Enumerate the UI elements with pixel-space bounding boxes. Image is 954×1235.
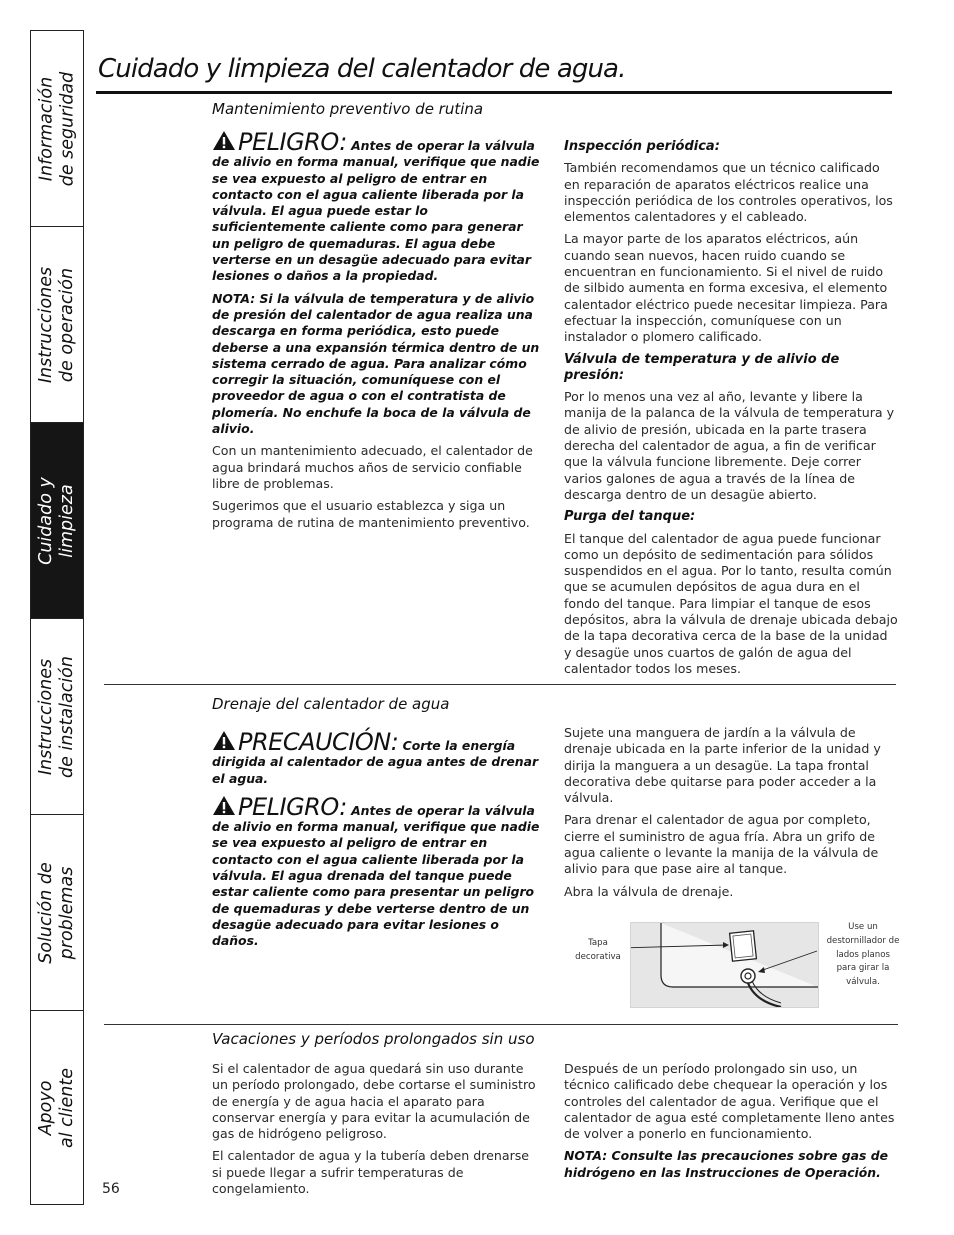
warning-triangle-icon (212, 730, 236, 751)
section-heading-vacaciones: Vacaciones y períodos prolongados sin uso (212, 1030, 535, 1048)
section1-left-column (212, 130, 544, 537)
section-divider (104, 684, 896, 685)
section1-right-column (564, 139, 898, 683)
side-navigation (30, 30, 84, 1205)
page-title: Cuidado y limpieza del calentador de agua. (98, 54, 626, 84)
water-heater-illustration (631, 923, 818, 1007)
page-number: 56 (102, 1181, 120, 1197)
caution-label: PRECAUCIÓN: (238, 728, 399, 756)
subheading-purga: Purga del tanque: (564, 509, 696, 525)
paragraph: Para drenar el calentador de agua por completo, cierre el suministro de agua fría. Abra un grifo de agua caliente o levante la manija de la válvula de alivio para que pase aire al tanque. (564, 812, 879, 877)
paragraph: Después de un período prolongado sin uso, un técnico calificado debe chequear la operación y los controles del calentador de agua. Verifique que el calentador de agua esté completamente lleno antes de volver a ponerlo en funcionamiento. (564, 1061, 895, 1142)
tab-instrucciones-de-operacion[interactable] (31, 227, 83, 423)
paragraph: Sugerimos que el usuario establezca y siga un programa de rutina de mantenimiento preventivo. (212, 498, 530, 530)
nota-text: NOTA: Consulte las precauciones sobre gas de hidrógeno en las Instrucciones de Operación. (564, 1148, 888, 1180)
nota-text: NOTA: Si la válvula de temperatura y de alivio de presión del calentador de agua realiza una descarga en forma periódica, esto puede deberse a una expansión térmica dentro de un sistema cerrado de agua. Para analizar cómo corregir la situación, comuníquese con el proveedor de agua o con el contratista de plomería. No enchufe la boca de la válvula de alivio. (212, 290, 540, 437)
paragraph: Abra la válvula de drenaje. (564, 883, 734, 899)
tab-label: de operación (57, 267, 77, 382)
tab-label: Instrucciones (36, 658, 56, 775)
tab-informacion-de-seguridad[interactable] (31, 31, 83, 227)
danger-warning (212, 130, 544, 285)
section-divider (104, 1024, 898, 1025)
danger-warning (212, 792, 544, 950)
paragraph: Si el calentador de agua quedará sin uso durante un período prolongado, debe cortarse el suministro de energía y de agua hacia el aparato para conservar energía y para evitar la acumulación de gas de hidrógeno peligroso. (212, 1061, 536, 1142)
section2-right-column (564, 725, 898, 906)
subheading-inspeccion: Inspección periódica: (564, 139, 720, 154)
section-heading-mantenimiento: Mantenimiento preventivo de rutina (212, 100, 484, 118)
paragraph: El tanque del calentador de agua puede funcionar como un depósito de sedimentación para sólidos suspendidos en el agua. Por lo tanto, resulta común que se acumulen depósitos de agua dura en el fondo del tanque. Para limpiar el tanque de esos depósitos, abra la válvula de drenaje ubicada debajo de la tapa decorativa cerca de la base de la unidad y desagüe unos cuartos de galón de agua del calentador todos los meses. (564, 530, 898, 676)
tab-apoyo-al-cliente[interactable] (31, 1011, 83, 1204)
danger-text: de alivio en forma manual, verifique que nadie se vea expuesto al peligro de entrar en contacto con el agua caliente liberada por la válvula. El agua puede estar lo suficientemente caliente como para generar un peligro de quemaduras. El agua debe verterse en un desagüe adecuado para evitar lesiones o daños a la propiedad. (212, 154, 540, 284)
tab-cuidado-y-limpieza[interactable] (31, 423, 83, 619)
section2-left-column (212, 730, 544, 956)
tab-solucion-de-problemas[interactable] (31, 815, 83, 1011)
paragraph: Con un mantenimiento adecuado, el calentador de agua brindará muchos años de servicio confiable libre de problemas. (212, 443, 533, 491)
danger-lead: Antes de operar la válvula (346, 802, 535, 818)
tab-label: Instrucciones (36, 266, 56, 383)
caution-warning (212, 730, 544, 787)
caution-lead: Corte la energía (398, 738, 516, 753)
tab-instrucciones-de-instalacion[interactable] (31, 619, 83, 815)
danger-label: PELIGRO: (238, 128, 347, 156)
section-heading-drenaje: Drenaje del calentador de agua (212, 695, 450, 713)
tab-label: de instalación (57, 655, 77, 778)
water-heater-drain-diagram (630, 922, 819, 1008)
tab-label: al cliente (57, 1067, 78, 1148)
danger-lead: Antes de operar la válvula (346, 138, 535, 153)
paragraph: Por lo menos una vez al año, levante y libere la manija de la palanca de la válvula de temperatura y de alivio de presión, ubicada en la parte trasera derecha del calentador de agua, a fin de verificar que la válvula funcione libremente. Deje correr varios galones de agua a través de la línea de descarga dentro de un desagüe abierto. (564, 389, 895, 502)
section3-left-column (212, 1061, 542, 1203)
tab-label: Cuidado y (36, 476, 56, 565)
danger-text: de alivio en forma manual, verifique que nadie se vea expuesto al peligro de entrar en contacto con el agua caliente liberada por la válvula. El agua drenada del tanque puede estar caliente como para presentar un peligro de quemaduras y debe verterse dentro de un desagüe adecuado para evitar lesiones o daños. (212, 819, 540, 949)
danger-label: PELIGRO: (238, 792, 347, 821)
callout-tapa-decorativa: Tapa decorativa (575, 938, 621, 962)
tab-label: de seguridad (57, 71, 77, 186)
tab-label: Apoyo (36, 1080, 57, 1135)
tab-label: problemas (57, 866, 77, 959)
section3-right-column (564, 1061, 900, 1187)
warning-triangle-icon (212, 130, 236, 151)
caution-text: dirigida al calentador de agua antes de drenar el agua. (212, 754, 539, 786)
paragraph: La mayor parte de los aparatos eléctricos, aún cuando sean nuevos, hacen ruido cuando se encuentran en funcionamiento. Si el nivel de ruido de silbido aumenta en forma excesiva, el elemento calentador eléctrico puede necesitar limpieza. Para efectuar la inspección, comuníquese con un instalador o plomero calificado. (564, 231, 888, 345)
subheading-valvula: Válvula de temperatura y de alivio de presión: (564, 351, 840, 383)
tab-label: Información (36, 76, 56, 181)
warning-triangle-icon (212, 795, 236, 816)
tab-label: limpieza (57, 483, 77, 558)
callout-destornillador: Use un destornillador de lados planos para girar la válvula. (826, 922, 900, 988)
title-rule (96, 91, 892, 94)
paragraph: También recomendamos que un técnico calificado en reparación de aparatos eléctricos realice una inspección periódica de los controles operativos, los elementos calentadores y el cableado. (564, 160, 893, 225)
tab-label: Solución de (36, 861, 56, 964)
paragraph: Sujete una manguera de jardín a la válvula de drenaje ubicada en la parte inferior de la unidad y dirija la manguera a un desagüe. La tapa frontal decorativa debe quitarse para poder acceder a la válvula. (564, 725, 881, 806)
paragraph: El calentador de agua y la tubería deben drenarse si puede llegar a sufrir temperaturas de congelamiento. (212, 1148, 530, 1197)
